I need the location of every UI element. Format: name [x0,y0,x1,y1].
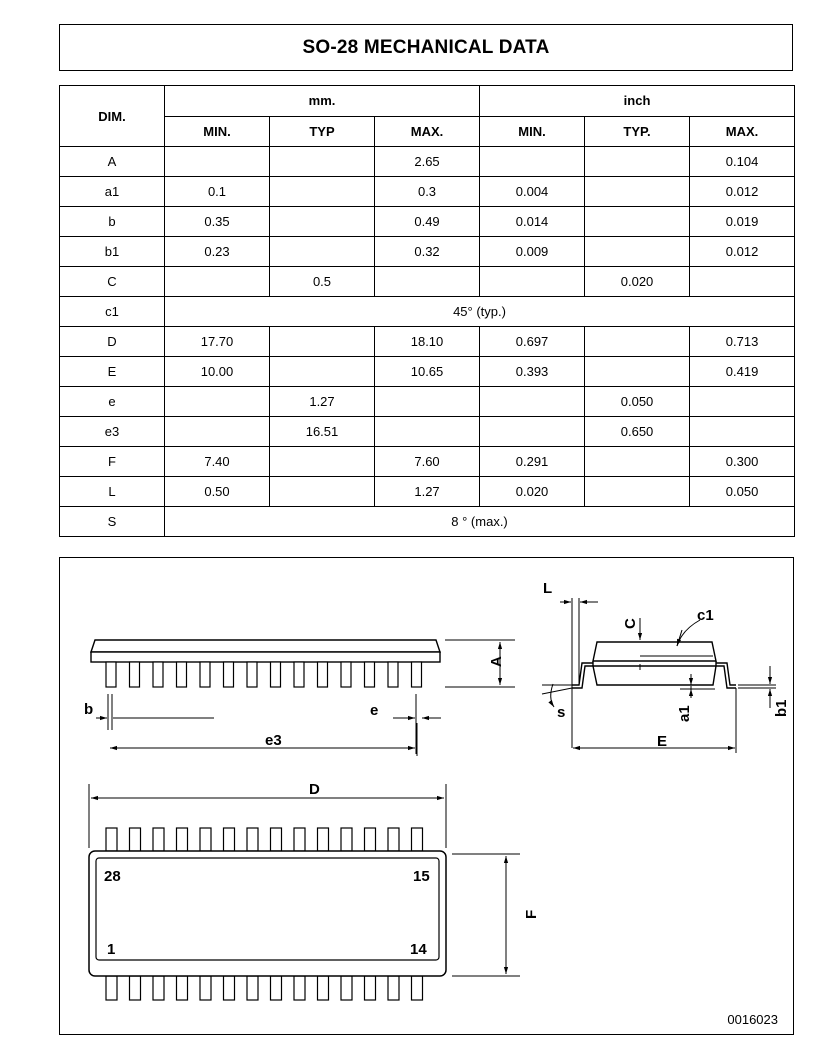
value-cell: 0.650 [585,417,690,447]
label-C: C [622,618,639,629]
dim-cell: b1 [60,237,165,267]
bottom-lead [247,976,258,1000]
dim-cell: b [60,207,165,237]
dim-cell: S [60,507,165,537]
label-A: A [488,656,505,667]
label-E: E [657,733,668,750]
dim-cell: L [60,477,165,507]
top-view [89,784,520,1000]
table-row [60,447,795,477]
value-cell: 0.050 [585,387,690,417]
value-cell [585,147,690,177]
bottom-lead [412,976,423,1000]
bottom-lead [130,976,141,1000]
value-cell [165,387,270,417]
label-s: s [557,704,566,721]
value-cell [585,447,690,477]
label-D: D [309,781,320,798]
value-cell: 1.27 [375,477,480,507]
label-e3: e3 [265,732,282,749]
table-row [60,207,795,237]
side-lead [200,662,210,687]
value-cell [585,357,690,387]
bottom-lead [200,976,211,1000]
pin-label-14: 14 [410,941,427,958]
value-cell: 0.104 [690,147,795,177]
figure-code: 0016023 [727,1012,778,1027]
side-leads [106,662,422,687]
side-lead [365,662,375,687]
value-cell: 2.65 [375,147,480,177]
value-cell [165,417,270,447]
value-cell: 0.32 [375,237,480,267]
dimensions-body [60,147,795,537]
value-cell: 0.3 [375,177,480,207]
package-drawing-svg [60,558,793,1034]
value-cell: 0.49 [375,207,480,237]
dim-cell: e [60,387,165,417]
label-c1: c1 [697,607,714,624]
span-cell: 45° (typ.) [165,297,795,327]
bottom-lead [341,976,352,1000]
value-cell: 0.012 [690,177,795,207]
side-lead [294,662,304,687]
side-lead [388,662,398,687]
label-L: L [543,580,553,597]
value-cell: 10.00 [165,357,270,387]
top-lead [388,828,399,851]
bottom-leads [106,976,423,1000]
value-cell [270,477,375,507]
title-box [59,24,793,71]
bottom-lead [318,976,329,1000]
top-lead [247,828,258,851]
top-lead [106,828,117,851]
value-cell: 7.60 [375,447,480,477]
value-cell: 0.019 [690,207,795,237]
value-cell [270,177,375,207]
value-cell [270,237,375,267]
top-lead [153,828,164,851]
value-cell: 0.1 [165,177,270,207]
value-cell: 0.50 [165,477,270,507]
side-lead [412,662,422,687]
top-lead [224,828,235,851]
value-cell: 0.012 [690,237,795,267]
value-cell [165,267,270,297]
bottom-lead [294,976,305,1000]
value-cell: 0.419 [690,357,795,387]
side-lead [177,662,187,687]
top-lead [318,828,329,851]
value-cell: 0.23 [165,237,270,267]
dim-cell: F [60,447,165,477]
span-cell: 8 ° (max.) [165,507,795,537]
value-cell: 0.050 [690,477,795,507]
value-cell [270,447,375,477]
table-row [60,357,795,387]
value-cell [270,357,375,387]
subheader-cell: TYP. [585,116,690,147]
value-cell: 16.51 [270,417,375,447]
value-cell [375,267,480,297]
value-cell: 0.009 [480,237,585,267]
package-drawing [59,557,794,1035]
side-lead [341,662,351,687]
subheader-row [60,116,795,147]
top-lead [130,828,141,851]
side-view [91,640,515,756]
table-row [60,387,795,417]
side-lead [271,662,281,687]
dim-header: DIM. [60,86,165,147]
top-lead [177,828,188,851]
top-lead [341,828,352,851]
value-cell: 10.65 [375,357,480,387]
bottom-lead [106,976,117,1000]
value-cell [375,417,480,447]
bottom-lead [153,976,164,1000]
end-view [542,598,776,753]
table-row [60,177,795,207]
pin-label-28: 28 [104,868,121,885]
top-lead [200,828,211,851]
page-title: SO-28 MECHANICAL DATA [302,36,550,58]
value-cell [690,417,795,447]
value-cell [165,147,270,177]
bottom-lead [365,976,376,1000]
side-lead [247,662,257,687]
dim-cell: A [60,147,165,177]
value-cell [480,147,585,177]
table-row [60,507,795,537]
value-cell [270,147,375,177]
value-cell: 0.020 [585,267,690,297]
bottom-lead [224,976,235,1000]
bottom-lead [177,976,188,1000]
dim-cell: a1 [60,177,165,207]
label-b1: b1 [773,699,790,717]
subheader-cell: MAX. [375,116,480,147]
value-cell: 0.004 [480,177,585,207]
value-cell [480,267,585,297]
value-cell: 0.35 [165,207,270,237]
dim-cell: C [60,267,165,297]
value-cell [585,237,690,267]
value-cell [375,387,480,417]
side-lead [106,662,116,687]
subheader-cell: MIN. [165,116,270,147]
label-a1: a1 [676,705,693,722]
label-e: e [370,702,379,719]
value-cell: 0.713 [690,327,795,357]
value-cell: 0.020 [480,477,585,507]
top-lead [412,828,423,851]
bottom-lead [271,976,282,1000]
subheader-cell: TYP [270,116,375,147]
label-b: b [84,701,94,718]
label-F: F [523,909,540,919]
side-lead [224,662,234,687]
pin-label-1: 1 [107,941,116,958]
table-row [60,237,795,267]
value-cell: 7.40 [165,447,270,477]
value-cell: 0.393 [480,357,585,387]
value-cell [585,177,690,207]
dimensions-table [59,85,795,537]
dim-cell: c1 [60,297,165,327]
table-row [60,417,795,447]
value-cell [690,387,795,417]
dim-cell: D [60,327,165,357]
subheader-cell: MIN. [480,116,585,147]
table-row [60,267,795,297]
value-cell [270,327,375,357]
side-lead [153,662,163,687]
value-cell [690,267,795,297]
value-cell: 0.300 [690,447,795,477]
value-cell: 0.697 [480,327,585,357]
table-row [60,147,795,177]
value-cell: 1.27 [270,387,375,417]
value-cell: 0.014 [480,207,585,237]
unit-mm-header: mm. [165,86,480,117]
value-cell: 0.5 [270,267,375,297]
table-row [60,297,795,327]
value-cell [480,417,585,447]
top-lead [365,828,376,851]
subheader-cell: MAX. [690,116,795,147]
value-cell: 18.10 [375,327,480,357]
value-cell [585,327,690,357]
value-cell [480,387,585,417]
value-cell [270,207,375,237]
bottom-lead [388,976,399,1000]
value-cell [585,207,690,237]
top-lead [294,828,305,851]
dim-cell: E [60,357,165,387]
side-lead [130,662,140,687]
table-row [60,477,795,507]
table-row [60,327,795,357]
value-cell: 17.70 [165,327,270,357]
value-cell [585,477,690,507]
unit-inch-header: inch [480,86,795,117]
dim-cell: e3 [60,417,165,447]
value-cell: 0.291 [480,447,585,477]
side-lead [318,662,328,687]
pin-label-15: 15 [413,868,430,885]
top-lead [271,828,282,851]
top-leads [106,828,423,851]
